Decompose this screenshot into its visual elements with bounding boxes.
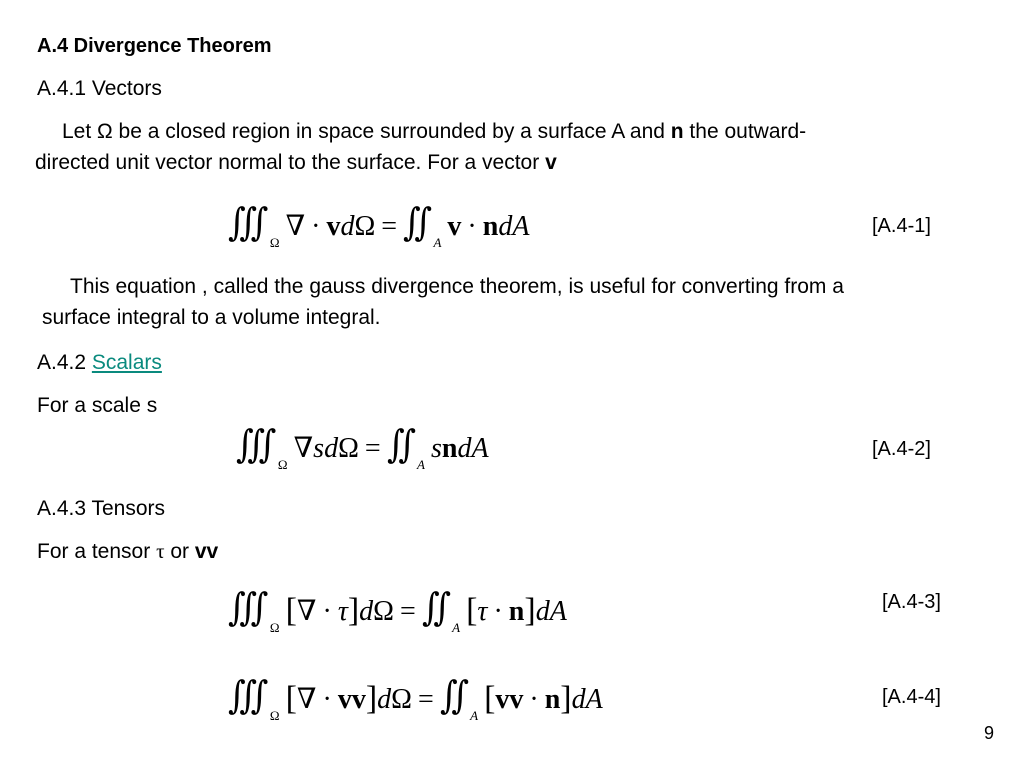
tensors-heading: A.4.3 Tensors: [37, 497, 166, 520]
vectors-paragraph-line2: [35, 148, 557, 178]
omega-subscript: Ω: [269, 708, 280, 723]
scalars-intro: For a scale s: [37, 394, 158, 417]
omega-symbol: Ω: [354, 211, 376, 242]
dyad-symbol: vv: [194, 540, 219, 563]
tau-symbol: τ: [156, 539, 165, 563]
dot-operator: ·: [311, 211, 321, 242]
dot-operator: ·: [467, 211, 477, 242]
area-subscript: A: [433, 235, 442, 250]
tensors-intro: [37, 536, 218, 567]
left-bracket: [: [484, 680, 496, 717]
vectors-paragraph-text: the outward-: [683, 120, 807, 143]
d-symbol: d: [457, 433, 472, 464]
triple-integral-symbol: ∭: [236, 424, 269, 466]
a-symbol: A: [471, 433, 489, 464]
triple-integral-symbol: ∭: [228, 587, 261, 629]
equals-sign: =: [399, 596, 416, 627]
vectors-paragraph-text: directed unit vector normal to the surface. For a vector: [35, 151, 546, 174]
d-symbol: d: [535, 596, 550, 627]
omega-symbol: Ω: [338, 433, 359, 464]
normal-vector-symbol: n: [670, 120, 684, 143]
equation-label-a44: [A.4-4]: [882, 686, 941, 708]
left-bracket: [: [466, 592, 478, 629]
d-symbol: d: [498, 211, 513, 242]
v-symbol: v: [326, 211, 341, 242]
dot-operator: ·: [529, 684, 539, 715]
tensors-intro-text: For a tensor: [37, 540, 157, 563]
n-symbol: n: [508, 596, 525, 627]
nabla-symbol: ∇: [293, 433, 314, 464]
equation-a44: [228, 676, 603, 724]
section-title: A.4 Divergence Theorem: [37, 35, 272, 57]
equation-label-a41: [A.4-1]: [872, 215, 931, 237]
nabla-symbol: ∇: [296, 596, 317, 627]
d-symbol: d: [377, 684, 392, 715]
area-subscript: A: [470, 708, 479, 723]
dot-operator: ·: [493, 596, 503, 627]
area-subscript: A: [452, 620, 461, 635]
equals-sign: =: [417, 684, 434, 715]
vector-symbol: v: [545, 151, 557, 174]
equals-sign: =: [381, 211, 398, 242]
equation-label-a42: [A.4-2]: [872, 438, 931, 460]
vv-symbol: vv: [495, 684, 524, 715]
right-bracket: ]: [347, 592, 360, 629]
vectors-paragraph-line1: [62, 117, 806, 147]
s-symbol: s: [313, 433, 325, 464]
triple-integral-symbol: ∭: [228, 675, 261, 717]
omega-symbol: Ω: [373, 596, 394, 627]
omega-subscript: Ω: [269, 235, 280, 250]
double-integral-symbol: ∬: [421, 587, 444, 629]
vectors-heading: A.4.1 Vectors: [37, 77, 162, 100]
left-bracket: [: [285, 680, 297, 717]
omega-subscript: Ω: [269, 620, 280, 635]
left-bracket: [: [285, 592, 297, 629]
right-bracket: ]: [524, 592, 536, 629]
scalars-heading-prefix: A.4.2: [37, 351, 92, 374]
a-symbol: A: [585, 684, 603, 715]
n-symbol: n: [544, 684, 561, 715]
dot-operator: ·: [322, 596, 332, 627]
a-symbol: A: [512, 211, 530, 242]
double-integral-symbol: ∬: [439, 675, 462, 717]
right-bracket: ]: [365, 680, 378, 717]
equals-sign: =: [364, 433, 381, 464]
n-symbol: n: [441, 433, 458, 464]
tensors-intro-text: or: [164, 540, 195, 563]
tau-symbol: τ: [477, 596, 488, 627]
dot-operator: ·: [322, 684, 332, 715]
d-symbol: d: [571, 684, 586, 715]
vv-symbol: vv: [337, 684, 366, 715]
note-line2: surface integral to a volume integral.: [42, 306, 381, 329]
scalars-link[interactable]: Scalars: [91, 351, 162, 374]
equation-a42: [236, 425, 489, 473]
double-integral-symbol: ∬: [403, 202, 426, 244]
omega-symbol: Ω: [391, 684, 412, 715]
equation-a43: [228, 588, 567, 636]
right-bracket: ]: [560, 680, 572, 717]
tau-symbol: τ: [337, 596, 348, 627]
page-number: 9: [984, 723, 995, 743]
d-symbol: d: [340, 211, 355, 242]
a-symbol: A: [549, 596, 567, 627]
equation-a41: [228, 203, 529, 251]
n-symbol: n: [482, 211, 499, 242]
nabla-symbol: ∇: [296, 684, 317, 715]
s-symbol: s: [430, 433, 442, 464]
nabla-symbol: ∇: [285, 211, 306, 242]
d-symbol: d: [359, 596, 374, 627]
v-symbol: v: [447, 211, 462, 242]
vectors-paragraph-text: Let Ω be a closed region in space surrounded by a surface A and: [62, 120, 671, 143]
double-integral-symbol: ∬: [386, 424, 409, 466]
equation-label-a43: [A.4-3]: [882, 591, 941, 613]
scalars-heading: [37, 348, 162, 378]
triple-integral-symbol: ∭: [228, 202, 261, 244]
omega-subscript: Ω: [277, 457, 288, 472]
area-subscript: A: [417, 457, 425, 472]
d-symbol: d: [324, 433, 339, 464]
note-line1: This equation , called the gauss divergence theorem, is useful for converting from a: [70, 275, 844, 298]
